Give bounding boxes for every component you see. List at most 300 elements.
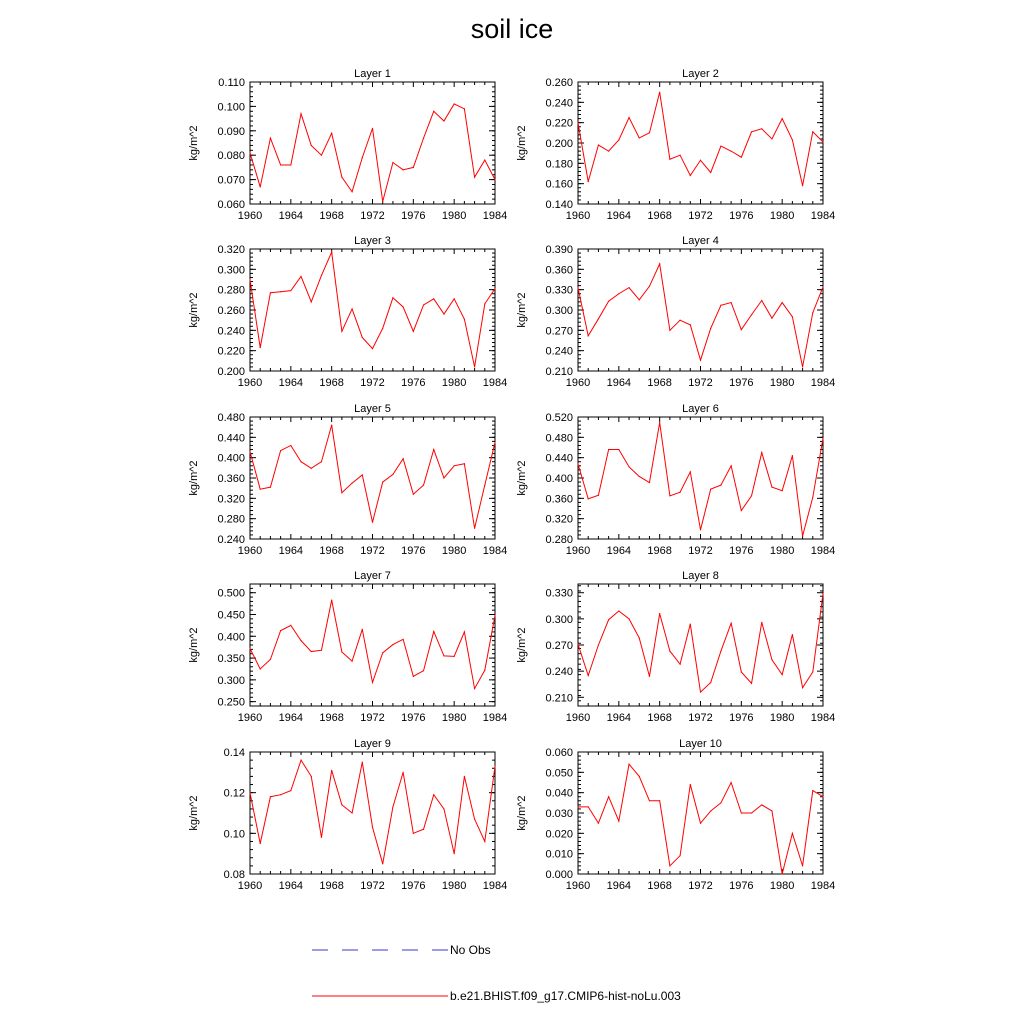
x-tick-label: 1964 <box>606 377 632 389</box>
data-point <box>751 131 752 132</box>
data-point <box>392 806 393 807</box>
y-tick-label: 0.000 <box>545 869 573 881</box>
y-axis-label: kg/m^2 <box>188 460 200 496</box>
y-tick-label: 0.180 <box>545 158 573 171</box>
x-tick-label: 1984 <box>810 880 836 892</box>
x-tick-label: 1984 <box>810 712 836 724</box>
data-point <box>484 303 485 304</box>
x-tick-label: 1976 <box>401 210 426 222</box>
x-tick-label: 1960 <box>565 880 591 892</box>
data-point <box>598 144 599 145</box>
x-tick-label: 1964 <box>606 210 632 222</box>
data-point <box>598 318 599 319</box>
data-point <box>413 676 414 677</box>
data-point <box>679 320 680 321</box>
data-point <box>443 477 444 478</box>
data-point <box>690 175 691 176</box>
x-tick-label: 1984 <box>810 545 836 557</box>
data-point <box>720 145 721 146</box>
data-point <box>362 474 363 475</box>
data-point <box>812 497 813 498</box>
plot-frame <box>250 82 495 204</box>
data-point <box>741 812 742 813</box>
plot-frame <box>250 752 495 874</box>
data-point <box>413 833 414 834</box>
data-point <box>679 492 680 493</box>
x-tick-label: 1984 <box>482 210 508 222</box>
data-point <box>618 821 619 822</box>
y-tick-label: 0.090 <box>217 125 245 138</box>
data-point <box>802 366 803 367</box>
x-tick-label: 1960 <box>565 545 591 557</box>
data-point <box>792 316 793 317</box>
data-point <box>690 623 691 624</box>
data-point <box>260 489 261 490</box>
data-point <box>598 823 599 824</box>
data-point <box>659 92 660 93</box>
data-point <box>474 177 475 178</box>
y-tick-label: 0.240 <box>545 666 573 679</box>
series-line <box>250 760 495 864</box>
data-point <box>792 833 793 834</box>
x-tick-label: 1972 <box>360 377 385 389</box>
data-point <box>270 487 271 488</box>
panel-5 <box>188 403 507 557</box>
data-point <box>494 766 495 767</box>
data-point <box>464 108 465 109</box>
data-point <box>710 172 711 173</box>
data-point <box>433 449 434 450</box>
data-point <box>484 841 485 842</box>
y-tick-label: 0.400 <box>217 452 245 465</box>
data-point <box>751 495 752 496</box>
x-tick-label: 1968 <box>647 712 672 724</box>
data-point <box>270 292 271 293</box>
data-point <box>608 449 609 450</box>
y-tick-label: 0.14 <box>223 747 245 759</box>
data-point <box>741 157 742 158</box>
y-tick-label: 0.300 <box>545 305 573 317</box>
data-point <box>372 128 373 129</box>
plot-frame <box>578 249 823 371</box>
data-point <box>659 263 660 264</box>
data-point <box>300 760 301 761</box>
y-tick-label: 0.020 <box>545 828 573 841</box>
x-tick-label: 1984 <box>482 545 508 557</box>
data-point <box>290 290 291 291</box>
plot-frame <box>250 249 495 371</box>
data-point <box>443 808 444 809</box>
x-tick-label: 1968 <box>319 377 344 389</box>
data-point <box>341 492 342 493</box>
data-point <box>588 181 589 182</box>
data-point <box>649 676 650 677</box>
data-point <box>771 487 772 488</box>
data-point <box>443 313 444 314</box>
data-point <box>494 179 495 180</box>
data-point <box>669 651 670 652</box>
data-point <box>341 804 342 805</box>
y-tick-label: 0.070 <box>217 174 245 187</box>
panel-title: Layer 4 <box>682 235 719 247</box>
data-point <box>311 651 312 652</box>
data-point <box>372 348 373 349</box>
y-tick-label: 0.050 <box>545 767 573 780</box>
y-tick-label: 0.320 <box>217 493 245 506</box>
data-point <box>454 103 455 104</box>
x-tick-label: 1964 <box>278 210 304 222</box>
panel-7 <box>188 570 507 724</box>
y-tick-label: 0.440 <box>545 452 573 465</box>
panel-1 <box>188 68 507 222</box>
y-tick-label: 0.160 <box>545 178 573 191</box>
data-point <box>812 790 813 791</box>
data-point <box>484 485 485 486</box>
data-point <box>331 251 332 252</box>
data-point <box>423 138 424 139</box>
data-point <box>311 145 312 146</box>
x-tick-label: 1972 <box>688 545 713 557</box>
x-tick-label: 1972 <box>688 377 713 389</box>
y-axis-label: kg/m^2 <box>516 795 528 831</box>
data-point <box>362 629 363 630</box>
x-tick-label: 1980 <box>441 545 467 557</box>
data-point <box>741 671 742 672</box>
data-point <box>382 328 383 329</box>
y-tick-label: 0.210 <box>545 366 573 378</box>
panel-title: Layer 3 <box>354 235 391 247</box>
y-tick-label: 0.330 <box>545 284 573 297</box>
data-point <box>731 465 732 466</box>
x-tick-label: 1976 <box>729 880 754 892</box>
data-point <box>464 319 465 320</box>
data-point <box>321 275 322 276</box>
data-point <box>362 337 363 338</box>
chart-title: soil ice <box>470 14 554 44</box>
x-tick-label: 1968 <box>647 880 672 892</box>
y-axis-label: kg/m^2 <box>188 795 200 831</box>
data-point <box>321 461 322 462</box>
x-tick-label: 1968 <box>319 545 344 557</box>
data-point <box>403 772 404 773</box>
y-tick-label: 0.220 <box>217 345 245 358</box>
data-point <box>802 185 803 186</box>
data-point <box>249 648 250 649</box>
data-point <box>802 535 803 536</box>
data-point <box>577 806 578 807</box>
x-tick-label: 1984 <box>482 712 508 724</box>
x-tick-label: 1960 <box>237 880 263 892</box>
data-point <box>649 132 650 133</box>
data-point <box>300 640 301 641</box>
y-tick-label: 0.010 <box>545 848 573 861</box>
x-tick-label: 1984 <box>810 377 836 389</box>
data-point <box>761 128 762 129</box>
y-tick-label: 0.280 <box>545 534 573 546</box>
data-point <box>771 810 772 811</box>
y-tick-label: 0.080 <box>217 150 245 163</box>
data-point <box>669 865 670 866</box>
y-tick-label: 0.240 <box>217 534 245 546</box>
data-point <box>649 482 650 483</box>
x-tick-label: 1980 <box>441 377 467 389</box>
panel-4 <box>516 235 835 389</box>
data-point <box>484 159 485 160</box>
x-tick-label: 1972 <box>360 545 385 557</box>
data-point <box>659 613 660 614</box>
data-point <box>812 671 813 672</box>
x-tick-label: 1976 <box>729 712 754 724</box>
x-tick-label: 1980 <box>441 210 467 222</box>
y-tick-label: 0.280 <box>217 284 245 297</box>
data-point <box>362 762 363 763</box>
data-point <box>382 201 383 202</box>
x-tick-label: 1980 <box>769 377 795 389</box>
data-point <box>731 782 732 783</box>
legend-swatch-dashed <box>312 940 448 960</box>
y-tick-label: 0.400 <box>545 473 573 485</box>
data-point <box>321 650 322 651</box>
data-point <box>331 425 332 426</box>
data-point <box>700 691 701 692</box>
y-tick-label: 0.110 <box>218 77 245 89</box>
plot-frame <box>250 584 495 706</box>
data-point <box>341 177 342 178</box>
series-line <box>250 600 495 688</box>
data-point <box>351 191 352 192</box>
data-point <box>403 458 404 459</box>
data-point <box>454 465 455 466</box>
x-tick-label: 1976 <box>401 712 426 724</box>
x-tick-label: 1980 <box>769 712 795 724</box>
y-tick-label: 0.240 <box>545 345 573 358</box>
data-point <box>577 122 578 123</box>
x-tick-label: 1968 <box>319 712 344 724</box>
data-point <box>720 485 721 486</box>
data-point <box>588 498 589 499</box>
x-tick-label: 1960 <box>565 210 591 222</box>
data-point <box>403 639 404 640</box>
data-point <box>270 138 271 139</box>
series-line <box>578 594 823 692</box>
data-point <box>474 688 475 689</box>
panel-title: Layer 1 <box>354 68 391 80</box>
y-tick-label: 0.520 <box>545 412 573 424</box>
data-point <box>331 133 332 134</box>
data-point <box>311 776 312 777</box>
x-tick-label: 1960 <box>237 377 263 389</box>
series-line <box>578 264 823 367</box>
data-point <box>260 347 261 348</box>
x-tick-label: 1960 <box>237 712 263 724</box>
data-point <box>321 837 322 838</box>
data-point <box>260 843 261 844</box>
data-point <box>588 335 589 336</box>
data-point <box>771 659 772 660</box>
data-point <box>433 631 434 632</box>
y-tick-label: 0.240 <box>545 97 573 110</box>
panel-2 <box>516 68 835 222</box>
data-point <box>372 682 373 683</box>
x-tick-label: 1960 <box>565 377 591 389</box>
x-tick-label: 1968 <box>319 880 344 892</box>
y-tick-label: 0.210 <box>545 692 573 705</box>
data-point <box>731 151 732 152</box>
data-point <box>331 770 332 771</box>
data-point <box>659 422 660 423</box>
data-point <box>751 314 752 315</box>
panel-title: Layer 9 <box>354 738 391 750</box>
y-tick-label: 0.200 <box>545 138 573 150</box>
data-point <box>464 463 465 464</box>
data-point <box>731 302 732 303</box>
data-point <box>700 823 701 824</box>
data-point <box>720 651 721 652</box>
x-tick-label: 1976 <box>401 377 426 389</box>
y-axis-label: kg/m^2 <box>516 460 528 496</box>
data-point <box>690 784 691 785</box>
data-point <box>659 800 660 801</box>
legend-swatch-solid <box>312 986 448 1006</box>
data-point <box>720 802 721 803</box>
y-tick-label: 0.060 <box>545 747 573 759</box>
data-point <box>761 622 762 623</box>
data-point <box>341 651 342 652</box>
data-point <box>351 661 352 662</box>
data-point <box>588 675 589 676</box>
data-point <box>782 674 783 675</box>
data-point <box>771 138 772 139</box>
data-point <box>290 625 291 626</box>
data-point <box>649 800 650 801</box>
data-point <box>669 495 670 496</box>
y-tick-label: 0.450 <box>217 609 245 622</box>
x-tick-label: 1972 <box>360 712 385 724</box>
data-point <box>628 117 629 118</box>
x-tick-label: 1984 <box>482 880 508 892</box>
data-point <box>392 474 393 475</box>
data-point <box>423 829 424 830</box>
data-point <box>423 304 424 305</box>
x-tick-label: 1976 <box>729 377 754 389</box>
data-point <box>392 644 393 645</box>
data-point <box>494 288 495 289</box>
data-point <box>669 159 670 160</box>
data-point <box>608 151 609 152</box>
x-tick-label: 1980 <box>441 712 467 724</box>
data-point <box>290 164 291 165</box>
data-point <box>280 794 281 795</box>
data-point <box>321 155 322 156</box>
data-point <box>639 637 640 638</box>
y-axis-label: kg/m^2 <box>188 627 200 663</box>
data-point <box>700 160 701 161</box>
series-line <box>578 92 823 186</box>
data-point <box>710 682 711 683</box>
panel-3 <box>188 235 507 389</box>
x-tick-label: 1964 <box>606 545 632 557</box>
y-tick-label: 0.040 <box>545 787 573 800</box>
x-tick-label: 1980 <box>769 545 795 557</box>
y-tick-label: 0.390 <box>545 244 573 256</box>
data-point <box>382 652 383 653</box>
data-point <box>782 873 783 874</box>
data-point <box>822 796 823 797</box>
data-point <box>792 455 793 456</box>
data-point <box>761 452 762 453</box>
data-point <box>618 610 619 611</box>
data-point <box>782 302 783 303</box>
data-point <box>280 450 281 451</box>
data-point <box>413 167 414 168</box>
data-point <box>679 155 680 156</box>
data-point <box>761 300 762 301</box>
data-point <box>710 328 711 329</box>
data-point <box>331 600 332 601</box>
series-line <box>578 423 823 536</box>
data-point <box>577 287 578 288</box>
data-point <box>741 510 742 511</box>
data-point <box>270 796 271 797</box>
y-tick-label: 0.030 <box>545 808 573 820</box>
x-tick-label: 1980 <box>769 880 795 892</box>
x-tick-label: 1972 <box>688 712 713 724</box>
data-point <box>290 445 291 446</box>
data-point <box>782 118 783 119</box>
series-line <box>578 764 823 874</box>
x-tick-label: 1964 <box>278 545 304 557</box>
series-line <box>250 252 495 367</box>
data-point <box>771 318 772 319</box>
data-point <box>392 162 393 163</box>
panel-10 <box>516 738 835 892</box>
data-point <box>628 466 629 467</box>
y-tick-label: 0.240 <box>217 325 245 338</box>
x-tick-label: 1976 <box>401 880 426 892</box>
data-point <box>290 790 291 791</box>
data-point <box>710 489 711 490</box>
data-point <box>679 664 680 665</box>
x-tick-label: 1964 <box>278 880 304 892</box>
data-point <box>249 279 250 280</box>
y-tick-label: 0.060 <box>217 199 245 211</box>
data-point <box>822 286 823 287</box>
data-point <box>710 810 711 811</box>
data-point <box>822 593 823 594</box>
x-tick-label: 1968 <box>319 210 344 222</box>
data-point <box>700 360 701 361</box>
data-point <box>280 630 281 631</box>
y-tick-label: 0.12 <box>223 787 245 800</box>
y-axis-label: kg/m^2 <box>516 125 528 161</box>
data-point <box>822 438 823 439</box>
data-point <box>443 120 444 121</box>
data-point <box>280 291 281 292</box>
legend-label: No Obs <box>450 943 491 957</box>
y-tick-label: 0.350 <box>217 653 245 666</box>
data-point <box>260 668 261 669</box>
data-point <box>300 276 301 277</box>
y-tick-label: 0.480 <box>545 432 573 445</box>
x-tick-label: 1968 <box>647 210 672 222</box>
data-point <box>249 451 250 452</box>
x-tick-label: 1976 <box>729 545 754 557</box>
data-point <box>731 623 732 624</box>
data-point <box>351 482 352 483</box>
x-tick-label: 1968 <box>647 377 672 389</box>
data-point <box>628 287 629 288</box>
x-tick-label: 1964 <box>606 880 632 892</box>
